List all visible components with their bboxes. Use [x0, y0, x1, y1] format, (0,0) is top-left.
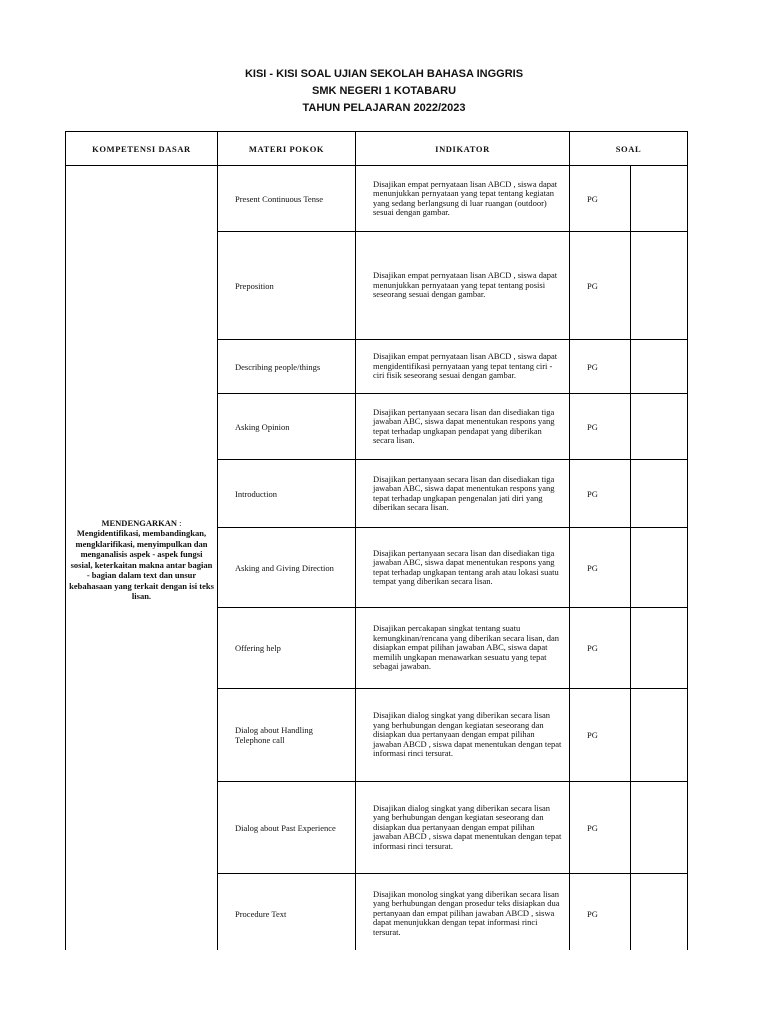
materi-pokok-cell: Asking Opinion [218, 394, 356, 460]
soal-type-cell: PG [570, 232, 631, 340]
indikator-cell: Disajikan empat pernyataan lisan ABCD , siswa dapat mengidentifikasi pernyataan yang tepat tentang ciri - ciri fisik seseorang sesuai dengan gambar. [356, 340, 570, 394]
header-kompetensi-dasar: KOMPETENSI DASAR [66, 132, 218, 166]
kompetensi-dasar-text [66, 518, 217, 602]
indikator-cell: Disajikan pertanyaan secara lisan dan disediakan tiga jawaban ABC, siswa dapat menentukan respons yang tepat terhadap ungkapan pendapat yang diberikan secara lisan. [356, 394, 570, 460]
document-title [0, 66, 768, 117]
soal-type-cell: PG [570, 394, 631, 460]
table-header-row [66, 132, 688, 166]
indikator-cell: Disajikan dialog singkat yang diberikan secara lisan yang berhubungan dengan kegiatan seseorang dan disiapkan dua pertanyaan dengan empat pilihan jawaban ABCD , siswa dapat menentukan dengan tepat informasi rinci tersurat. [356, 689, 570, 782]
materi-pokok-cell: Dialog about Past Experience [218, 782, 356, 874]
indikator-cell: Disajikan pertanyaan secara lisan dan disediakan tiga jawaban ABC, siswa dapat menentukan respons yang tepat terhadap ungkapan tentang arah atau lokasi suatu tempat yang diberikan secara lisan. [356, 528, 570, 608]
soal-type-cell: PG [570, 874, 631, 954]
header-soal: SOAL [570, 132, 688, 166]
soal-type-cell: PG [570, 528, 631, 608]
materi-pokok-cell: Introduction [218, 460, 356, 528]
header-indikator: INDIKATOR [356, 132, 570, 166]
soal-number-cell [631, 394, 688, 460]
soal-number-cell [631, 232, 688, 340]
title-line-3: TAHUN PELAJARAN 2022/2023 [302, 102, 466, 114]
materi-pokok-cell: Procedure Text [218, 874, 356, 954]
soal-type-cell: PG [570, 460, 631, 528]
soal-number-cell [631, 608, 688, 689]
soal-number-cell [631, 528, 688, 608]
indikator-cell: Disajikan pertanyaan secara lisan dan disediakan tiga jawaban ABC, siswa dapat menentukan respons yang tepat terhadap ungkapan pengenalan jati diri yang diberikan secara lisan. [356, 460, 570, 528]
header-materi-pokok: MATERI POKOK [218, 132, 356, 166]
indikator-cell: Disajikan empat pernyataan lisan ABCD , siswa dapat menunjukkan pernyataan yang tepat tentang kegiatan yang sedang berlangsung di luar ruangan (outdoor) sesuai dengan gambar. [356, 166, 570, 232]
materi-pokok-cell: Present Continuous Tense [218, 166, 356, 232]
kompetensi-dasar-separator: : [177, 517, 182, 528]
soal-number-cell [631, 166, 688, 232]
soal-type-cell: PG [570, 782, 631, 874]
soal-type-cell: PG [570, 608, 631, 689]
indikator-cell: Disajikan dialog singkat yang diberikan secara lisan yang berhubungan dengan kegiatan seseorang dan disiapkan dua pertanyaan dengan empat pilihan jawaban ABCD , siswa dapat menentukan dengan tepat informasi rinci tersurat. [356, 782, 570, 874]
soal-type-cell: PG [570, 689, 631, 782]
indikator-cell: Disajikan monolog singkat yang diberikan secara lisan yang berhubungan dengan prosedur teks disiapkan dua pertanyaan dan empat pilihan jawaban ABCD , siswa dapat menunjukkan dengan tepat informasi rinci tersurat. [356, 874, 570, 954]
kompetensi-dasar-cell [66, 166, 218, 954]
soal-number-cell [631, 782, 688, 874]
soal-type-cell: PG [570, 340, 631, 394]
materi-pokok-cell: Dialog about Handling Telephone call [218, 689, 356, 782]
materi-pokok-cell: Preposition [218, 232, 356, 340]
soal-number-cell [631, 874, 688, 954]
table-row [66, 166, 688, 232]
kompetensi-dasar-description: Mengidentifikasi, membandingkan, mengklarifikasi, menyimpulkan dan menganalisis aspek - aspek fungsi sosial, keterkaitan makna antar bagian - bagian dalam text dan unsur kebahasaan yang terkait dengan isi teks lisan. [69, 528, 214, 601]
materi-pokok-cell: Describing people/things [218, 340, 356, 394]
page-cutoff [0, 950, 768, 1024]
indikator-cell: Disajikan empat pernyataan lisan ABCD , siswa dapat menunjukkan pernyataan yang tepat tentang posisi seseorang sesuai dengan gambar. [356, 232, 570, 340]
soal-number-cell [631, 460, 688, 528]
indikator-cell: Disajikan percakapan singkat tentang suatu kemungkinan/rencana yang diberikan secara lisan, dan disiapkan empat pilihan jawaban ABC, siswa dapat memilih ungkapan menawarkan sesuatu yang tepat sebagai jawaban. [356, 608, 570, 689]
soal-type-cell: PG [570, 166, 631, 232]
materi-pokok-cell: Offering help [218, 608, 356, 689]
title-line-2: SMK NEGERI 1 KOTABARU [311, 85, 457, 97]
soal-number-cell [631, 340, 688, 394]
materi-pokok-cell: Asking and Giving Direction [218, 528, 356, 608]
kompetensi-dasar-heading: MENDENGARKAN [101, 517, 178, 528]
soal-number-cell [631, 689, 688, 782]
title-line-1: KISI - KISI SOAL UJIAN SEKOLAH BAHASA INGGRIS [244, 68, 524, 80]
kisi-kisi-table [65, 131, 688, 954]
